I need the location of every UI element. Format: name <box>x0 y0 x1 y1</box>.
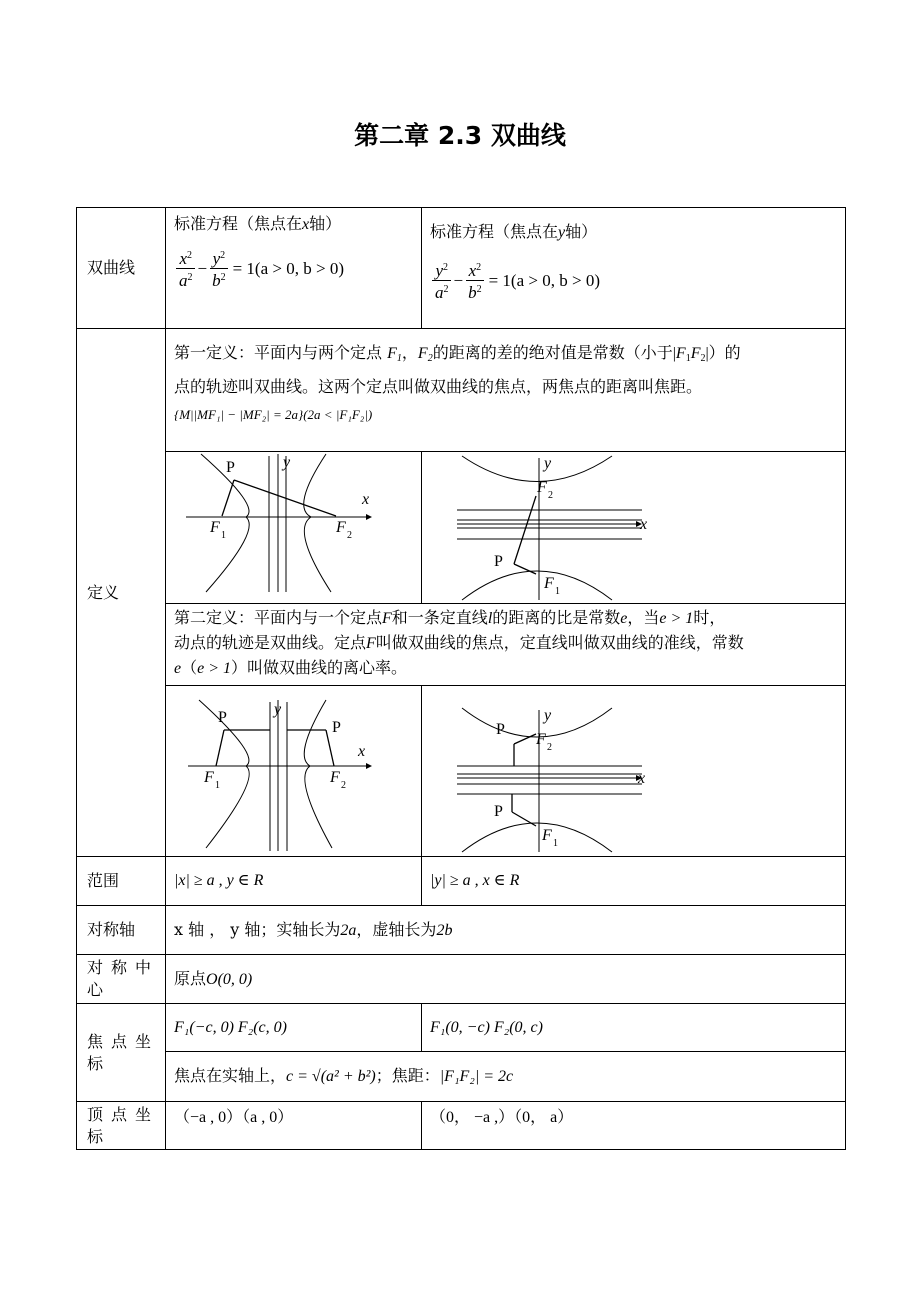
svg-text:2: 2 <box>341 780 346 791</box>
svg-text:1: 1 <box>221 530 226 541</box>
definition-2-line-1: 第二定义：平面内与一个定点F和一条定直线l的距离的比是常数e，当e > 1时， <box>174 608 726 627</box>
page-title: 第二章 2.3 双曲线 <box>354 121 566 150</box>
svg-text:1: 1 <box>555 586 560 597</box>
directrix-figure-y-foci <box>422 686 846 854</box>
foci-y-cell: F₁(0, −c) F₂(0, c) <box>422 1004 846 1052</box>
point-P-lower-label: P <box>494 803 503 820</box>
x-axis-equation-cell <box>166 208 422 329</box>
definition-1-cell <box>166 329 846 452</box>
focus-F2-label: F <box>330 769 340 786</box>
row-label-definition: 定义 <box>77 329 166 857</box>
figure-def1-x-axis <box>166 452 422 604</box>
row-label-vertices: 顶点坐标 <box>77 1102 166 1150</box>
axes-cell: x 轴 ， y 轴；实轴长为2a，虚轴长为2b <box>166 906 846 955</box>
focus-F2-label: F <box>537 479 547 496</box>
x-axis-label: x <box>640 516 648 533</box>
figure-def1-y-axis <box>422 452 846 604</box>
definition-1-line-2: 点的轨迹叫双曲线。这两个定点叫做双曲线的焦点，两焦点的距离叫焦距。 <box>174 377 703 396</box>
vertices-x-cell: （−a , 0）（a , 0） <box>166 1102 422 1150</box>
row-label-axes: 对称轴 <box>77 906 166 955</box>
point-P-upper-label: P <box>496 721 505 738</box>
focus-F1-label: F <box>210 519 220 536</box>
row-label-range: 范围 <box>77 857 166 906</box>
svg-text:1: 1 <box>553 838 558 849</box>
range-x-cell: |x| ≥ a , y ∈ R <box>166 857 422 906</box>
y-axis-label: y <box>544 455 552 472</box>
point-P-label: P <box>494 553 503 570</box>
row-label-center: 对称中心 <box>77 955 166 1004</box>
definition-1-line-1: 第一定义：平面内与两个定点 $F_1$，$F_2$的距离的差的绝对值是常数（小于$|F_1F_2|$）的 <box>174 343 741 364</box>
x-axis-equation: $\frac{x^2}{a^2}$ − $\frac{y^2}{b^2}$ = 1(a > 0, b > 0) <box>174 247 413 290</box>
y-axis-heading: 标准方程（焦点在y轴） <box>430 222 598 241</box>
focus-F1-label: F <box>542 827 552 844</box>
y-axis-equation-cell <box>422 208 846 329</box>
foci-x-cell: F₁(−c, 0) F₂(c, 0) <box>166 1004 422 1052</box>
svg-text:2: 2 <box>347 530 352 541</box>
x-axis-label: x <box>358 743 366 760</box>
focus-F1-label: F <box>544 575 554 592</box>
x-axis-label: x <box>362 491 370 508</box>
focus-F2-label: F <box>336 519 346 536</box>
focus-F1-label: F <box>204 769 214 786</box>
definition-2-line-3: e（e > 1）叫做双曲线的离心率。 <box>174 658 408 677</box>
center-cell: 原点O(0, 0) <box>166 955 846 1004</box>
definition-1-set: {M||MF₁| − |MF₂| = 2a}(2a < |F₁F₂|) <box>174 407 373 422</box>
figure-def2-x-axis <box>166 686 422 857</box>
hyperbola-figure-y-foci <box>422 452 846 602</box>
row-label-hyperbola: 双曲线 <box>77 208 166 329</box>
definition-2-cell <box>166 604 846 686</box>
point-P-label: P <box>226 459 235 476</box>
vertices-y-cell: （0， −a ,）（0， a） <box>422 1102 846 1150</box>
point-P-left-label: P <box>218 709 227 726</box>
y-axis-label: y <box>274 701 282 718</box>
directrix-figure-x-foci <box>166 686 422 854</box>
svg-text:1: 1 <box>215 780 220 791</box>
y-axis-label: y <box>544 707 552 724</box>
x-axis-label: x <box>638 770 646 787</box>
range-y-cell: |y| ≥ a , x ∈ R <box>422 857 846 906</box>
hyperbola-figure-x-foci <box>166 452 422 602</box>
foci-note-cell: 焦点在实轴上，c = √(a² + b²)；焦距：|F₁F₂| = 2c <box>166 1052 846 1102</box>
row-label-foci: 焦点坐标 <box>77 1004 166 1102</box>
svg-text:2: 2 <box>547 742 552 753</box>
x-axis-heading: 标准方程（焦点在x轴） <box>174 214 342 233</box>
y-axis-label: y <box>283 454 291 471</box>
point-P-right-label: P <box>332 719 341 736</box>
figure-def2-y-axis <box>422 686 846 857</box>
hyperbola-table <box>76 207 846 1150</box>
svg-text:2: 2 <box>548 490 553 501</box>
y-axis-equation: $\frac{y^2}{a^2}$ − $\frac{x^2}{b^2}$ = 1(a > 0, b > 0) <box>430 259 837 302</box>
definition-2-line-2: 动点的轨迹是双曲线。定点F叫做双曲线的焦点，定直线叫做双曲线的准线，常数 <box>174 633 744 652</box>
focus-F2-label: F <box>536 731 546 748</box>
